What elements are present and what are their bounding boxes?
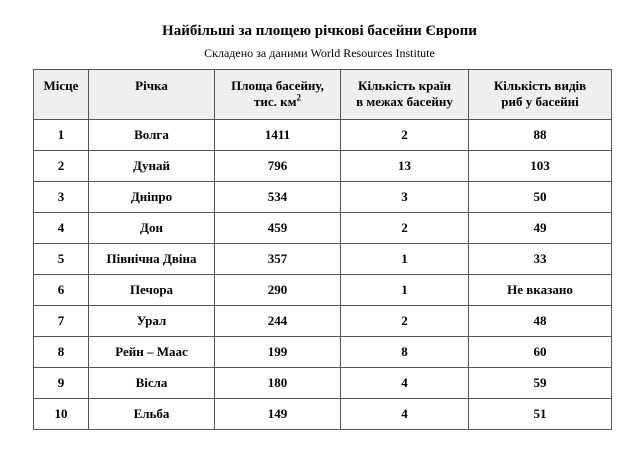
cell-river: Печора xyxy=(89,275,215,306)
cell-river: Урал xyxy=(89,306,215,337)
cell-fish: 51 xyxy=(469,399,612,430)
cell-fish: 88 xyxy=(469,120,612,151)
cell-fish: 48 xyxy=(469,306,612,337)
header-row xyxy=(34,70,612,120)
table-row xyxy=(34,244,612,275)
header-area-line2: тис. км xyxy=(254,94,297,109)
cell-rank: 5 xyxy=(34,244,89,275)
header-countries-line1: Кількість країн xyxy=(358,78,451,93)
header-area-line2-wrap xyxy=(215,94,340,110)
cell-river: Дунай xyxy=(89,151,215,182)
header-rank-label: Місце xyxy=(43,78,79,93)
cell-river: Рейн – Маас xyxy=(89,337,215,368)
cell-countries: 8 xyxy=(341,337,469,368)
cell-countries: 2 xyxy=(341,213,469,244)
cell-rank: 7 xyxy=(34,306,89,337)
cell-rank: 10 xyxy=(34,399,89,430)
cell-fish: 50 xyxy=(469,182,612,213)
table-header xyxy=(34,70,612,120)
table-row xyxy=(34,213,612,244)
header-countries-line2: в межах басейну xyxy=(356,94,453,109)
cell-area: 149 xyxy=(215,399,341,430)
cell-fish: 103 xyxy=(469,151,612,182)
cell-river: Волга xyxy=(89,120,215,151)
header-countries xyxy=(341,70,469,120)
header-rank xyxy=(34,70,89,120)
cell-fish: 33 xyxy=(469,244,612,275)
cell-countries: 1 xyxy=(341,244,469,275)
cell-rank: 2 xyxy=(34,151,89,182)
table-row xyxy=(34,182,612,213)
cell-fish: 60 xyxy=(469,337,612,368)
cell-area: 796 xyxy=(215,151,341,182)
table-row xyxy=(34,337,612,368)
cell-rank: 4 xyxy=(34,213,89,244)
cell-rank: 1 xyxy=(34,120,89,151)
cell-countries: 3 xyxy=(341,182,469,213)
page-title: Найбільші за площею річкові басейни Європи xyxy=(162,23,477,39)
header-fish-line2: риб у басейні xyxy=(501,94,579,109)
header-area-superscript: 2 xyxy=(296,92,301,103)
cell-fish: Не вказано xyxy=(469,275,612,306)
table-row xyxy=(34,275,612,306)
table-row xyxy=(34,151,612,182)
river-basins-table xyxy=(33,69,612,430)
cell-river: Північна Двіна xyxy=(89,244,215,275)
cell-area: 357 xyxy=(215,244,341,275)
cell-rank: 3 xyxy=(34,182,89,213)
header-fish xyxy=(469,70,612,120)
cell-rank: 6 xyxy=(34,275,89,306)
cell-countries: 4 xyxy=(341,399,469,430)
cell-rank: 9 xyxy=(34,368,89,399)
cell-area: 199 xyxy=(215,337,341,368)
cell-fish: 49 xyxy=(469,213,612,244)
cell-area: 459 xyxy=(215,213,341,244)
cell-area: 534 xyxy=(215,182,341,213)
header-area-line1: Площа басейну, xyxy=(231,78,324,93)
header-river xyxy=(89,70,215,120)
page-subtitle: Складено за даними World Resources Institute xyxy=(204,46,435,60)
cell-area: 1411 xyxy=(215,120,341,151)
header-area xyxy=(215,70,341,120)
cell-countries: 1 xyxy=(341,275,469,306)
table-body xyxy=(34,120,612,430)
cell-river: Дніпро xyxy=(89,182,215,213)
cell-countries: 13 xyxy=(341,151,469,182)
cell-countries: 2 xyxy=(341,306,469,337)
header-river-label: Річка xyxy=(135,78,168,93)
cell-countries: 2 xyxy=(341,120,469,151)
cell-rank: 8 xyxy=(34,337,89,368)
cell-area: 290 xyxy=(215,275,341,306)
cell-fish: 59 xyxy=(469,368,612,399)
cell-area: 180 xyxy=(215,368,341,399)
cell-river: Вісла xyxy=(89,368,215,399)
cell-countries: 4 xyxy=(341,368,469,399)
table-row xyxy=(34,399,612,430)
table-row xyxy=(34,306,612,337)
cell-area: 244 xyxy=(215,306,341,337)
table-row xyxy=(34,120,612,151)
table-row xyxy=(34,368,612,399)
cell-river: Ельба xyxy=(89,399,215,430)
cell-river: Дон xyxy=(89,213,215,244)
header-fish-line1: Кількість видів xyxy=(493,78,587,93)
